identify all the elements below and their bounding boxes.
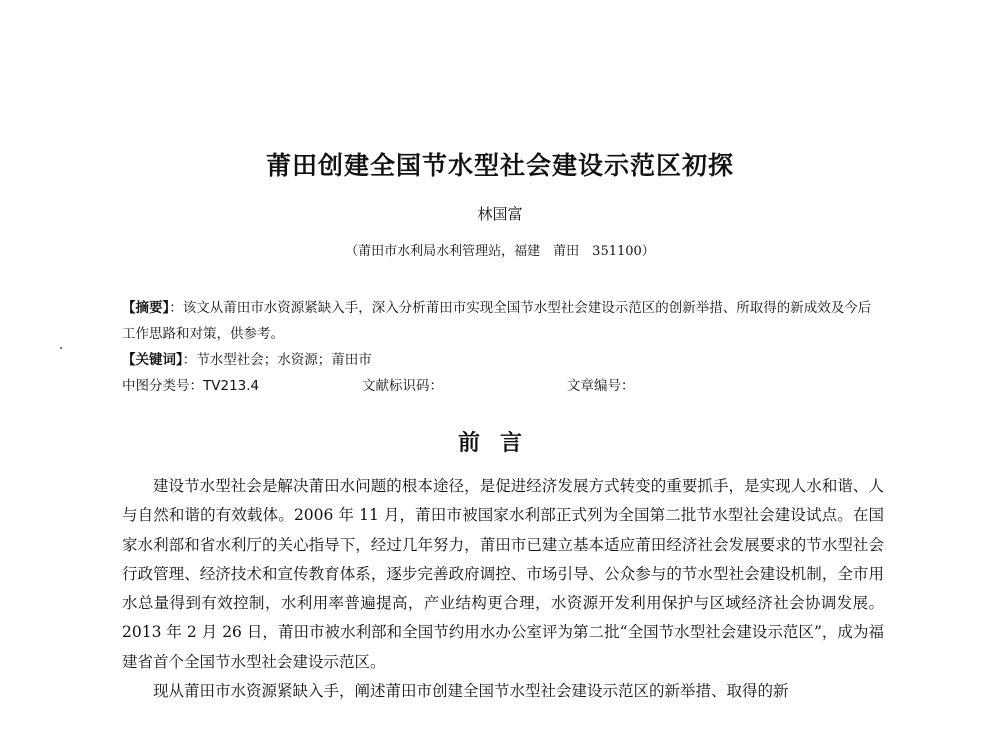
abstract — [122, 295, 882, 347]
scan-artifact — [60, 347, 62, 349]
keywords — [122, 347, 882, 373]
article-number: 文章编号： — [567, 378, 635, 394]
keywords-label: 【关键词】 — [122, 352, 183, 368]
document-code: 文献标识码： — [362, 378, 443, 394]
keywords-text: ：节水型社会；水资源；莆田市 — [182, 352, 372, 368]
author-name: 林国富 — [477, 205, 523, 223]
author-affiliation: （莆田市水利局水利管理站，福建 莆田 351100） — [345, 244, 655, 259]
section-heading: 前言 — [457, 431, 542, 456]
paragraph: 建设节水型社会是解决莆田水问题的根本途径，是促进经济发展方式转变的重要抓手，是实现人水和谐、人与自然和谐的有效载体。2006 年 11 月，莆田市被国家水利部正式列为全国第二批节水型社会建设试点。在国家水利部和省水利厅的关心指导下，经过几年努力，莆田市已建立基本适应莆田经济社会发展要求的节水型社会行政管理、经济技术和宣传教育体系，逐步完善政府调控、市场引导、公众参与的节水型社会建设机制，全市用水总量得到有效控制，水利用率普遍提高，产业结构更合理，水资源开发利用保护与区域经济社会协调发展。2013 年 2 月 26 日，莆田市被水利部和全国节约用水办公室评为第二批“全国节水型社会建设示范区”，成为福建省首个全国节水型社会建设示范区。 — [122, 477, 884, 671]
classification-line — [122, 373, 882, 399]
body-text — [122, 472, 884, 706]
abstract-label: 【摘要】 — [122, 300, 170, 316]
abstract-text: ：该文从莆田市水资源紧缺入手，深入分析莆田市实现全国节水型社会建设示范区的创新举措、所取得的新成效及今后工作思路和对策，供参考。 — [122, 300, 872, 342]
paper-title: 莆田创建全国节水型社会建设示范区初探 — [265, 151, 734, 180]
paragraph: 现从莆田市水资源紧缺入手，阐述莆田市创建全国节水型社会建设示范区的新举措、取得的新 — [153, 682, 789, 701]
clc-number: 中图分类号：TV213.4 — [122, 378, 260, 394]
